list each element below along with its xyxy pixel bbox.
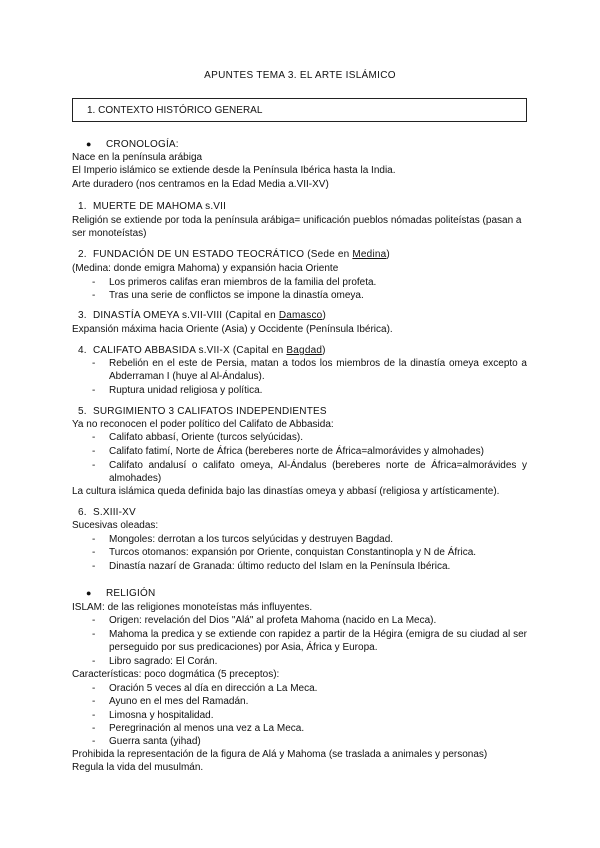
heading-text: ) [322, 345, 326, 356]
heading-text: DINASTÍA OMEYA s.VII-VIII (Capital en [93, 310, 279, 321]
list-item: Origen: revelación del Dios "Alá" al profeta Mahoma (nacido en La Meca). [109, 615, 437, 626]
paragraph-line: Regula la vida del musulmán. [72, 762, 204, 773]
section-number: 1. [78, 201, 87, 212]
list-dash: - [92, 710, 96, 721]
list-item: Libro sagrado: El Corán. [109, 656, 218, 667]
section-number: 5. [78, 406, 87, 417]
heading-underlined: Damasco [278, 310, 323, 321]
paragraph-line: ser monoteístas) [72, 228, 147, 239]
list-item: Califato fatimí, Norte de África (bereberes norte de África=almorávides y almohades) [109, 446, 484, 457]
list-dash: - [92, 615, 96, 626]
list-item: Peregrinación al menos una vez a La Meca. [109, 723, 305, 734]
religion-heading: RELIGIÓN [106, 588, 156, 599]
heading-text: CALIFATO ABBASIDA s.VII-X (Capital en [93, 345, 287, 356]
list-item: Mongoles: derrotan a los turcos selyúcidas y destruyen Bagdad. [109, 534, 394, 545]
list-dash: - [92, 723, 96, 734]
section-heading: MUERTE DE MAHOMA s.VII [93, 201, 227, 212]
section-number: 4. [78, 345, 87, 356]
list-dash: - [92, 547, 96, 558]
heading-text: FUNDACIÓN DE UN ESTADO TEOCRÁTICO (Sede en [93, 249, 353, 260]
heading-underlined: Medina [352, 249, 387, 260]
paragraph-line: ISLAM: de las religiones monoteístas más influyentes. [72, 602, 313, 613]
list-item: Tras una serie de conflictos se impone la dinastía omeya. [109, 290, 364, 301]
list-dash: - [92, 446, 96, 457]
section-heading [93, 344, 326, 357]
heading-text: ) [386, 249, 390, 260]
heading-text: ) [322, 310, 326, 321]
cronologia-heading: CRONOLOGÍA: [106, 139, 179, 150]
paragraph-line: Características: poco dogmática (5 preceptos): [72, 669, 280, 680]
list-item: Dinastía nazarí de Granada: último reducto del Islam en la Península Ibérica. [109, 561, 451, 572]
list-dash: - [92, 385, 96, 396]
section-box [72, 98, 527, 122]
cronologia-line: Nace en la península arábiga [72, 152, 203, 163]
section-heading: SURGIMIENTO 3 CALIFATOS INDEPENDIENTES [93, 406, 327, 417]
paragraph-line: La cultura islámica queda definida bajo las dinastías omeya y abbasí (religiosa y artísticamente). [72, 486, 500, 497]
paragraph-line: Religión se extiende por toda la península arábiga= unificación pueblos nómadas politeístas (pasan a [72, 215, 522, 226]
list-dash: - [92, 683, 96, 694]
list-dash: - [92, 432, 96, 443]
section-heading [93, 309, 326, 322]
bullet-dot: ● [86, 588, 92, 598]
list-dash: - [92, 629, 96, 640]
cronologia-line: El Imperio islámico se extiende desde la Península Ibérica hasta la India. [72, 165, 396, 176]
section-heading: S.XIII-XV [93, 507, 136, 518]
document-title: APUNTES TEMA 3. EL ARTE ISLÁMICO [204, 70, 396, 81]
list-item: Rebelión en el este de Persia, matan a todos los miembros de la dinastía omeya excepto a [109, 358, 527, 369]
list-item: Ayuno en el mes del Ramadán. [109, 696, 249, 707]
list-dash: - [92, 358, 96, 369]
list-item: Califato abbasí, Oriente (turcos selyúcidas). [109, 432, 303, 443]
list-item: Limosna y hospitalidad. [109, 710, 214, 721]
list-item: Turcos otomanos: expansión por Oriente, conquistan Constantinopla y N de África. [109, 547, 477, 558]
bullet-dot: ● [86, 139, 92, 149]
list-item: Guerra santa (yihad) [109, 736, 201, 747]
list-dash: - [92, 656, 96, 667]
list-dash: - [92, 736, 96, 747]
list-item: Ruptura unidad religiosa y política. [109, 385, 263, 396]
list-item: Los primeros califas eran miembros de la familia del profeta. [109, 277, 377, 288]
list-dash: - [92, 534, 96, 545]
list-item-continuation: perseguido por sus predicaciones) por Asia, África y Europa. [109, 642, 378, 653]
list-item: Oración 5 veces al día en dirección a La Meca. [109, 683, 318, 694]
list-item: Califato andalusí o califato omeya, Al-Ándalus (bereberes norte de África=almorávides y [109, 460, 527, 471]
section-number: 3. [78, 310, 87, 321]
section-heading [93, 248, 390, 261]
list-item-continuation: almohades) [109, 473, 162, 484]
list-dash: - [92, 277, 96, 288]
paragraph-line: Expansión máxima hacia Oriente (Asia) y Occidente (Península Ibérica). [72, 324, 393, 335]
list-dash: - [92, 460, 96, 471]
cronologia-line: Arte duradero (nos centramos en la Edad Media a.VII-XV) [72, 179, 329, 190]
paragraph-line: Sucesivas oleadas: [72, 520, 159, 531]
list-dash: - [92, 290, 96, 301]
list-item: Mahoma la predica y se extiende con rapidez a partir de la Hégira (emigra de su ciudad al ser [109, 629, 527, 640]
section-number: 2. [78, 249, 87, 260]
paragraph-line: Ya no reconocen el poder político del Califato de Abbasida: [72, 419, 334, 430]
paragraph-line: (Medina: donde emigra Mahoma) y expansión hacia Oriente [72, 263, 339, 274]
heading-underlined: Bagdad [286, 345, 323, 356]
list-item-continuation: Abderraman I (huye al Al-Ándalus). [109, 371, 265, 382]
paragraph-line: Prohibida la representación de la figura de Alá y Mahoma (se traslada a animales y personas) [72, 749, 488, 760]
section-heading: 1. CONTEXTO HISTÓRICO GENERAL [87, 105, 263, 116]
list-dash: - [92, 561, 96, 572]
section-number: 6. [78, 507, 87, 518]
list-dash: - [92, 696, 96, 707]
